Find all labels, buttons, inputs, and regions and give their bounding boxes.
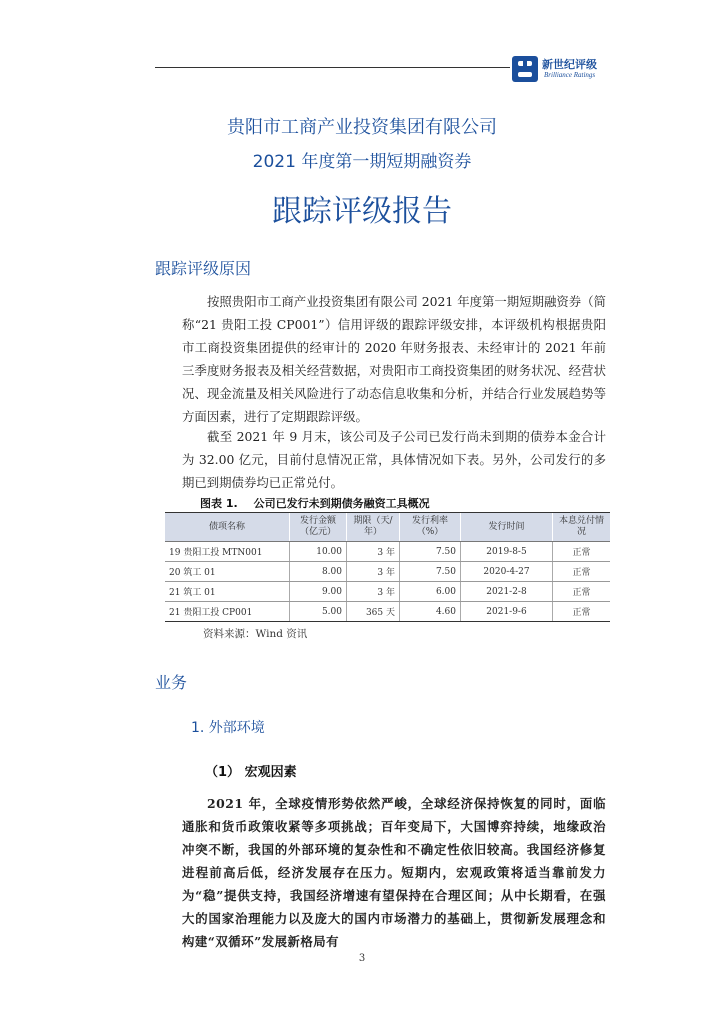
cell-rate: 7.50 xyxy=(400,562,461,582)
table-header-row xyxy=(165,513,610,542)
logo-mark-icon xyxy=(512,56,538,82)
header-rule xyxy=(155,67,510,68)
report-title: 跟踪评级报告 xyxy=(272,194,452,229)
cell-amount: 9.00 xyxy=(290,582,347,602)
col-header-term: 期限（天/年） xyxy=(347,513,400,542)
logo-english-name: Brilliance Ratings xyxy=(544,71,596,79)
table-caption-number: 图表 1. xyxy=(200,497,238,510)
cell-issue-date: 2021-2-8 xyxy=(461,582,553,602)
logo-chinese-name: 新世纪评级 xyxy=(542,58,597,71)
cell-status: 正常 xyxy=(553,562,611,582)
paragraph-rating-reason: 按照贵阳市工商产业投资集团有限公司 2021 年度第一期短期融资券（简称“21 贵阳工投 CP001”）信用评级的跟踪评级安排，本评级机构根据贵阳市工商投资集团提供的经审计的 2020 年财务报表、未经审计的 2021 年前三季度财务报表及相关经营数据，对贵阳市工商投资集团的财务状况、经营状况、现金流量及相关风险进行了动态信息收集和分析，并结合行业发展趋势等方面因素，进行了定期跟踪评级。 xyxy=(182,294,606,424)
subheading-external-environment: 1. 外部环境 xyxy=(191,720,265,736)
cell-term: 3 年 xyxy=(347,582,400,602)
cell-name: 21 贵阳工投 CP001 xyxy=(165,602,290,622)
cell-term: 3 年 xyxy=(347,542,400,562)
cell-term: 3 年 xyxy=(347,562,400,582)
cell-status: 正常 xyxy=(553,582,611,602)
table-caption-text: 公司已发行未到期债务融资工具概况 xyxy=(253,497,430,510)
cell-status: 正常 xyxy=(553,602,611,622)
subheading-macro-factors: （1） 宏观因素 xyxy=(205,765,297,780)
bond-table xyxy=(165,512,610,622)
cell-issue-date: 2019-8-5 xyxy=(461,542,553,562)
paragraph-macro: 2021 年，全球疫情形势依然严峻，全球经济保持恢复的同时，面临通胀和货币政策收紧等多项挑战；百年变局下，大国博弈持续，地缘政治冲突不断，我国的外部环境的复杂性和不确定性依旧较高。我国经济修复进程前高后低，经济发展存在压力。短期内，宏观政策将适当靠前发力为“稳”提供支持，我国经济增速有望保持在合理区间；从中长期看，在强大的国家治理能力以及庞大的国内市场潜力的基础上，贯彻新发展理念和构建“双循环”发展新格局有 xyxy=(182,796,606,949)
table-row xyxy=(165,562,610,582)
cell-status: 正常 xyxy=(553,542,611,562)
cell-amount: 5.00 xyxy=(290,602,347,622)
cell-name: 21 筑工 01 xyxy=(165,582,290,602)
issuer-title: 贵阳市工商产业投资集团有限公司 xyxy=(227,117,497,138)
cell-name: 19 贵阳工投 MTN001 xyxy=(165,542,290,562)
col-header-amount: 发行金额（亿元） xyxy=(290,513,347,542)
cell-rate: 7.50 xyxy=(400,542,461,562)
cell-amount: 8.00 xyxy=(290,562,347,582)
page-number: 3 xyxy=(358,953,366,964)
col-header-issue-date: 发行时间 xyxy=(461,513,553,542)
bond-title: 2021 年度第一期短期融资券 xyxy=(252,152,472,172)
cell-name: 20 筑工 01 xyxy=(165,562,290,582)
table-row xyxy=(165,582,610,602)
table-row xyxy=(165,542,610,562)
col-header-status: 本息兑付情况 xyxy=(553,513,611,542)
paragraph-outstanding-bonds: 截至 2021 年 9 月末，该公司及子公司已发行尚未到期的债券本金合计为 32.00 亿元，目前付息情况正常，具体情况如下表。另外，公司发行的多期已到期债券均已正常兑付。 xyxy=(182,429,606,490)
cell-issue-date: 2020-4-27 xyxy=(461,562,553,582)
section-heading-business: 业务 xyxy=(155,673,188,692)
cell-amount: 10.00 xyxy=(290,542,347,562)
table-row xyxy=(165,602,610,622)
company-logo xyxy=(512,54,622,84)
cell-rate: 6.00 xyxy=(400,582,461,602)
section-heading-rating-reason: 跟踪评级原因 xyxy=(155,259,252,278)
table-caption xyxy=(200,495,430,511)
cell-term: 365 天 xyxy=(347,602,400,622)
col-header-rate: 发行利率（%） xyxy=(400,513,461,542)
cell-rate: 4.60 xyxy=(400,602,461,622)
table-source: 资料来源：Wind 资讯 xyxy=(203,628,308,640)
cell-issue-date: 2021-9-6 xyxy=(461,602,553,622)
col-header-name: 债项名称 xyxy=(165,513,290,542)
